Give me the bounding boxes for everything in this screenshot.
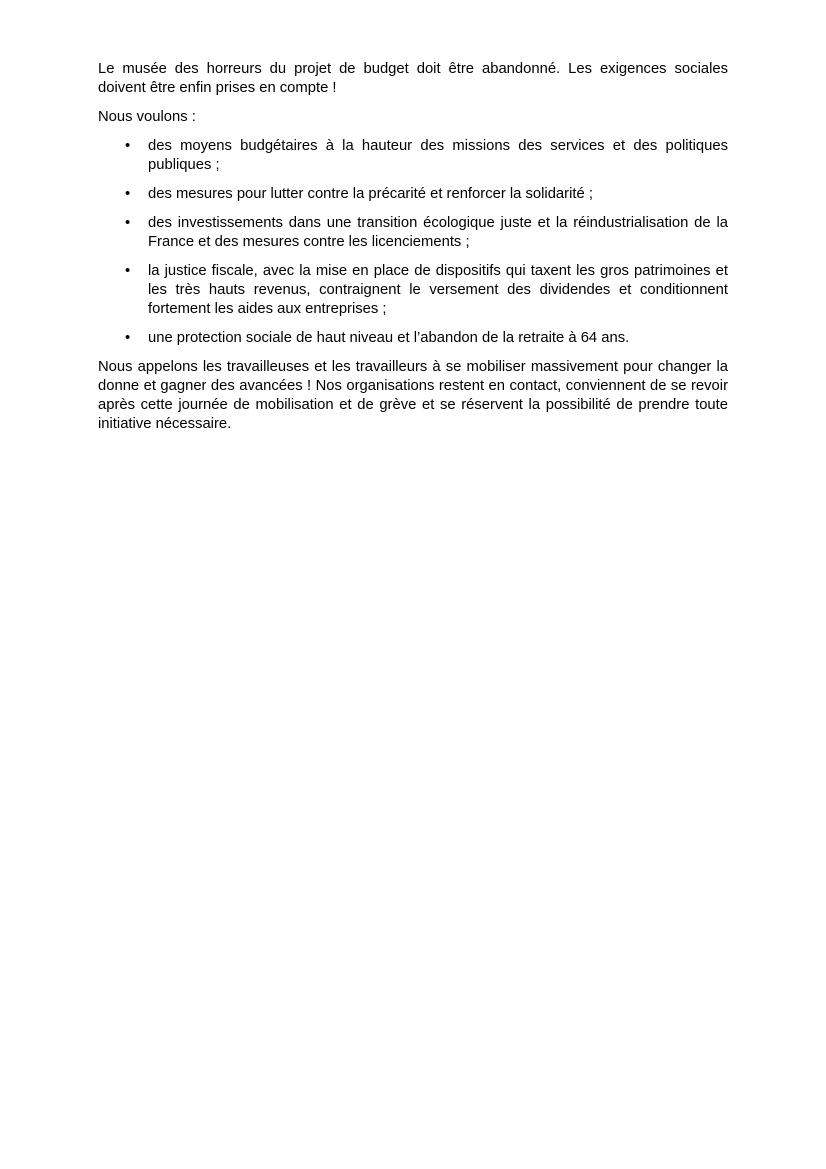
list-item xyxy=(125,214,728,252)
bullet-icon: • xyxy=(125,215,131,231)
intro-paragraph: Le musée des horreurs du projet de budget doit être abandonné. Les exigences sociales doivent être enfin prises en compte ! xyxy=(98,61,728,96)
document-body xyxy=(98,60,728,434)
list-item-text: des moyens budgétaires à la hauteur des missions des services et des politiques publiques ; xyxy=(148,138,728,173)
bullet-icon: • xyxy=(125,138,131,154)
list-item xyxy=(125,137,728,175)
list-item-text: une protection sociale de haut niveau et l’abandon de la retraite à 64 ans. xyxy=(148,330,630,346)
demands-list xyxy=(98,137,728,348)
bullet-icon: • xyxy=(125,330,131,346)
list-item-text: la justice fiscale, avec la mise en place de dispositifs qui taxent les gros patrimoines et les très hauts revenus, contraignent le versement des dividendes et conditionnent fortement les aides aux entreprises ; xyxy=(148,263,728,317)
closing-paragraph: Nous appelons les travailleuses et les travailleurs à se mobiliser massivement pour changer la donne et gagner des avancées ! Nos organisations restent en contact, conviennent de se revoir après cette journée de mobilisation et de grève et se réservent la possibilité de prendre toute initiative nécessaire. xyxy=(98,359,728,432)
bullet-icon: • xyxy=(125,263,131,279)
list-item xyxy=(125,262,728,319)
list-item xyxy=(125,329,728,348)
list-intro: Nous voulons : xyxy=(98,109,196,125)
list-item xyxy=(125,185,728,204)
list-item-text: des investissements dans une transition écologique juste et la réindustrialisation de la France et des mesures contre les licenciements ; xyxy=(148,215,728,250)
list-item-text: des mesures pour lutter contre la précarité et renforcer la solidarité ; xyxy=(148,186,593,202)
bullet-icon: • xyxy=(125,186,131,202)
